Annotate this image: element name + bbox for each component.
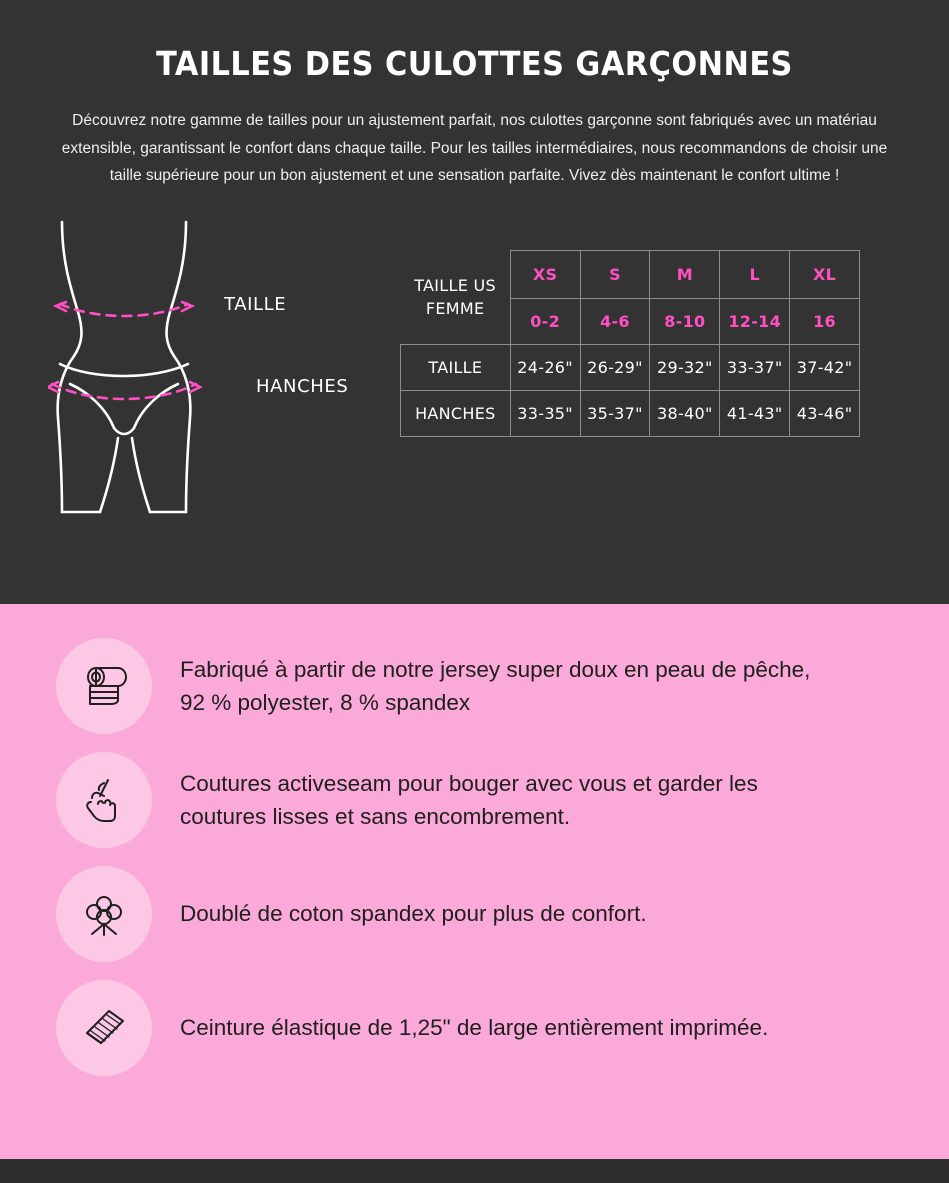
feature-text: Doublé de coton spandex pour plus de confort. (180, 901, 647, 927)
us-size-cell: 16 (790, 298, 860, 344)
row-header-hips: HANCHES (401, 390, 511, 436)
size-table (400, 250, 860, 437)
body-figure (28, 212, 388, 542)
feature-text: Fabriqué à partir de notre jersey super doux en peau de pêche, 92 % polyester, 8 % spandex (180, 656, 811, 715)
measure-cell: 26-29" (580, 344, 650, 390)
feature-item (56, 752, 909, 848)
measure-cell: 37-42" (790, 344, 860, 390)
figure-label-hips: HANCHES (256, 375, 349, 397)
corner-line-1: TAILLE US (414, 275, 496, 295)
figure-label-waist: TAILLE (224, 293, 287, 315)
feature-item (56, 866, 909, 962)
measure-cell: 41-43" (720, 390, 790, 436)
letter-size-cell: XS (510, 250, 580, 298)
table-row (401, 344, 860, 390)
measure-cell: 38-40" (650, 390, 720, 436)
measure-cell: 33-35" (510, 390, 580, 436)
feature-text: Ceinture élastique de 1,25" de large entièrement imprimée. (180, 1015, 769, 1041)
feature-text: Coutures activeseam pour bouger avec vous et garder les coutures lisses et sans encombrement. (180, 770, 758, 829)
feature-item (56, 638, 909, 734)
measure-cell: 29-32" (650, 344, 720, 390)
us-size-cell: 0-2 (510, 298, 580, 344)
figure-and-table-row (28, 212, 921, 542)
table-row (401, 390, 860, 436)
letter-size-cell: M (650, 250, 720, 298)
us-size-cell: 4-6 (580, 298, 650, 344)
intro-paragraph: Découvrez notre gamme de tailles pour un ajustement parfait, nos culottes garçonne sont fabriqués avec un matériau extensible, garantissant le confort dans chaque taille. Pour les tailles intermédiaires, nous recommandons de choisir une taille supérieure pour un bon ajustement et une sensation parfaite. Vivez dès maintenant le confort ultime ! (61, 112, 888, 185)
elastic-waistband-icon (56, 980, 152, 1076)
measure-cell: 24-26" (510, 344, 580, 390)
measure-cell: 43-46" (790, 390, 860, 436)
us-size-cell: 8-10 (650, 298, 720, 344)
fabric-roll-icon (56, 638, 152, 734)
hand-sewing-icon (56, 752, 152, 848)
feature-item (56, 980, 909, 1076)
corner-line-2: FEMME (425, 298, 485, 318)
bottom-strip (0, 1159, 949, 1183)
row-header-waist: TAILLE (401, 344, 511, 390)
table-row-letter-sizes (401, 250, 860, 298)
us-size-cell: 12-14 (720, 298, 790, 344)
letter-size-cell: XL (790, 250, 860, 298)
measure-cell: 35-37" (580, 390, 650, 436)
page-title: TAILLES DES CULOTTES GARÇONNES (156, 44, 793, 83)
size-table-wrapper (388, 212, 921, 437)
table-corner-header (401, 250, 511, 344)
letter-size-cell: L (720, 250, 790, 298)
measure-cell: 33-37" (720, 344, 790, 390)
letter-size-cell: S (580, 250, 650, 298)
cotton-flower-icon (56, 866, 152, 962)
features-section (0, 604, 949, 1159)
